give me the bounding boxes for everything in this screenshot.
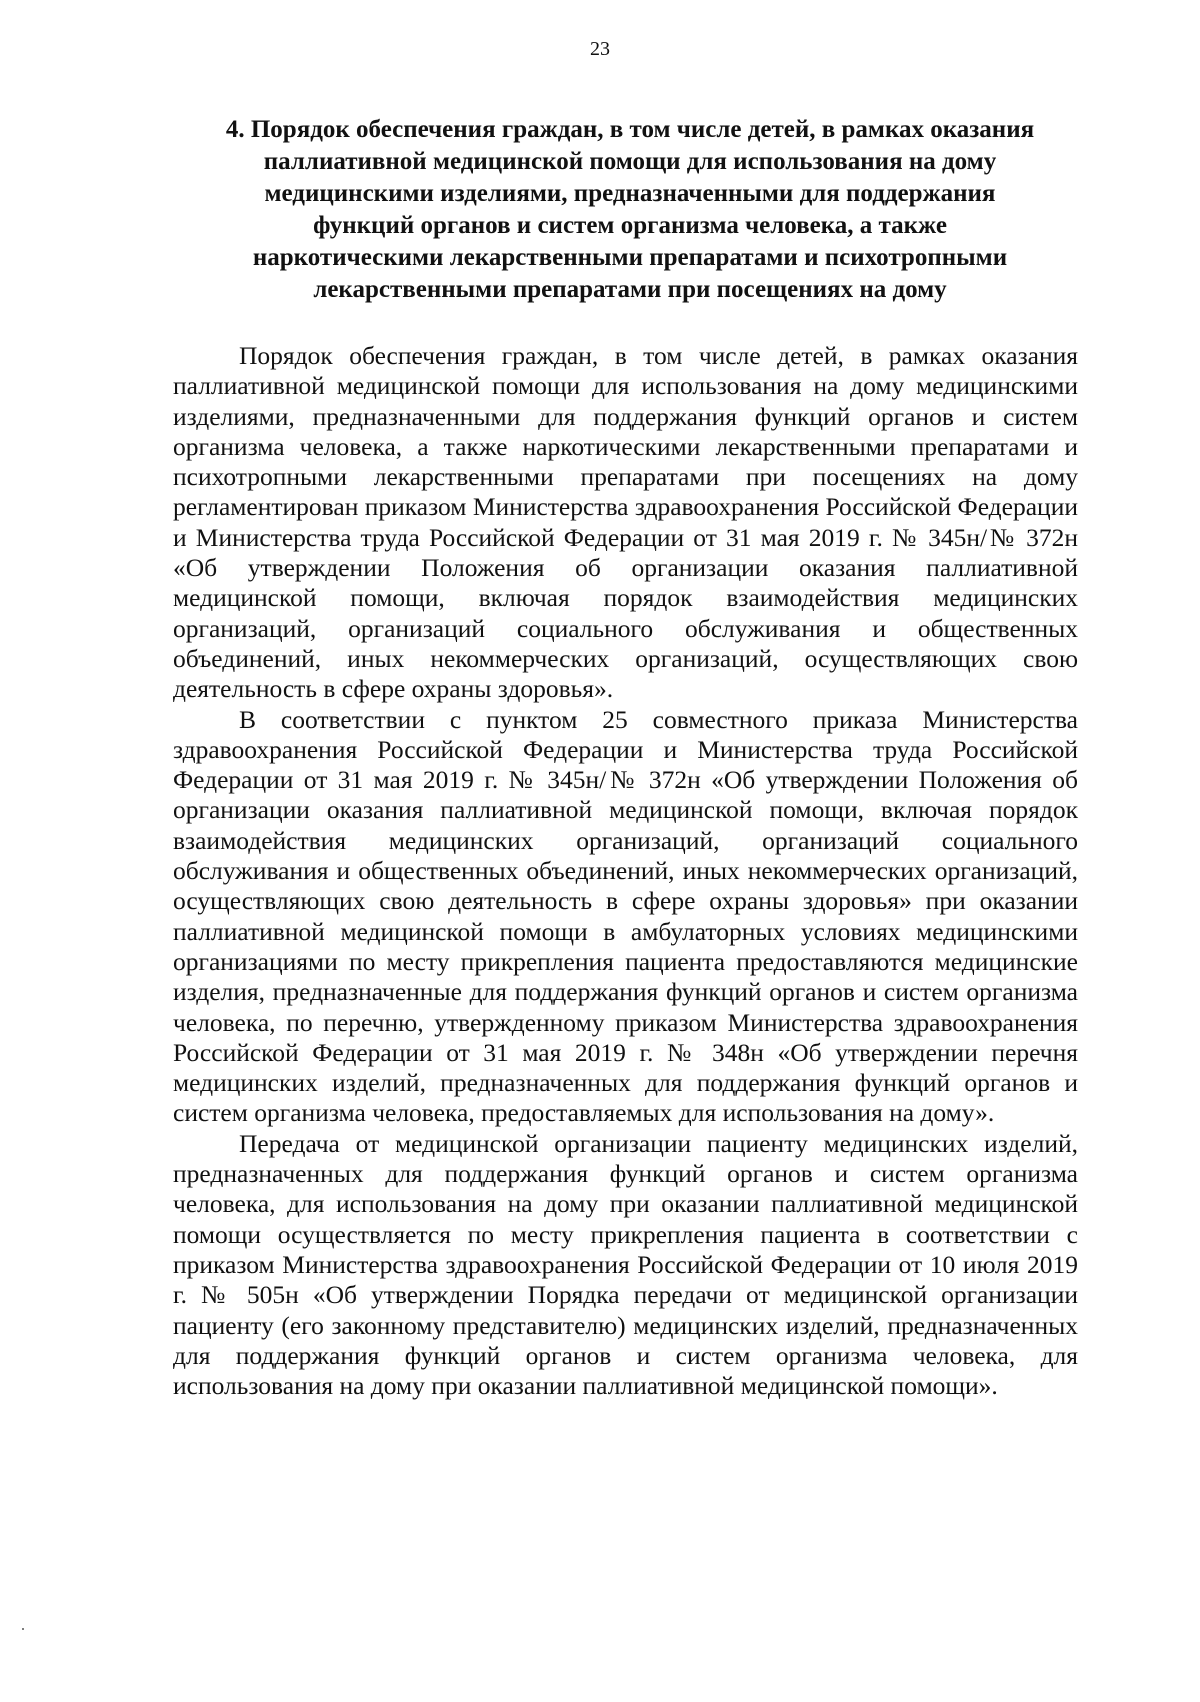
heading-line: паллиативной медицинской помощи для использования на дому	[263, 148, 997, 175]
heading-line: 4. Порядок обеспечения граждан, в том числе детей, в рамках оказания	[225, 116, 1035, 143]
document-body	[173, 341, 1078, 1401]
paragraph-clause-25: В соответствии с пунктом 25 совместного приказа Министерства здравоохранения Российской Федерации и Министерства труда Российской Федерации от 31 мая 2019 г. № 345н/№ 372н «Об утверждении Положения об организации оказания паллиативной медицинской помощи, включая порядок взаимодействия медицинских организаций, организаций социального обслуживания и общественных объединений, иных некоммерческих организаций, осуществляющих свою деятельность в сфере охраны здоровья» при оказании паллиативной медицинской помощи в амбулаторных условиях медицинскими организациями по месту прикрепления пациента предоставляются медицинские изделия, предназначенные для поддержания функций органов и систем организма человека, по перечню, утвержденному приказом Министерства здравоохранения Российской Федерации от 31 мая 2019 г. № 348н «Об утверждении перечня медицинских изделий, предназначенных для поддержания функций органов и систем организма человека, предоставляемых для использования на дому».	[173, 704, 1078, 1128]
heading-line: медицинскими изделиями, предназначенными для поддержания	[264, 180, 996, 207]
paragraph-legal-basis: Порядок обеспечения граждан, в том числе детей, в рамках оказания паллиативной медицинской помощи для использования на дому медицинскими изделиями, предназначенными для поддержания функций органов и систем организма человека, а также наркотическими лекарственными препаратами и психотропными лекарственными препаратами при посещениях на дому регламентирован приказом Министерства здравоохранения Российской Федерации и Министерства труда Российской Федерации от 31 мая 2019 г. № 345н/№ 372н «Об утверждении Положения об организации оказания паллиативной медицинской помощи, включая порядок взаимодействия медицинских организаций, организаций социального обслуживания и общественных объединений, иных некоммерческих организаций, осуществляющих свою деятельность в сфере охраны здоровья».	[173, 341, 1078, 704]
heading-line: функций органов и систем организма человека, а также	[313, 212, 947, 239]
scan-speck	[22, 1628, 24, 1630]
page-number: 23	[590, 38, 610, 60]
section-heading	[190, 114, 1070, 306]
paragraph-device-transfer: Передача от медицинской организации пациенту медицинских изделий, предназначенных для поддержания функций органов и систем организма человека, для использования на дому при оказании паллиативной медицинской помощи осуществляется по месту прикрепления пациента в соответствии с приказом Министерства здравоохранения Российской Федерации от 10 июля 2019 г. № 505н «Об утверждении Порядка передачи от медицинской организации пациенту (его законному представителю) медицинских изделий, предназначенных для поддержания функций органов и систем организма человека, для использования на дому при оказании паллиативной медицинской помощи».	[173, 1128, 1078, 1401]
heading-line: лекарственными препаратами при посещениях на дому	[313, 276, 947, 303]
heading-line: наркотическими лекарственными препаратами и психотропными	[252, 244, 1008, 271]
